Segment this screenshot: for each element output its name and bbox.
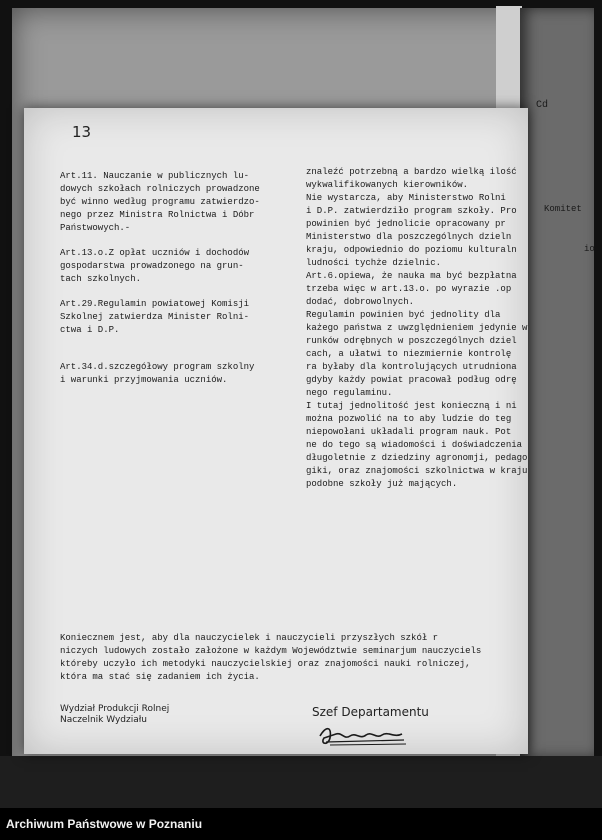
text-line: nego przez Ministra Rolnictwa i Dóbr: [60, 210, 255, 220]
text-line: powinien być jednolicie opracowany pr: [306, 219, 506, 229]
text-line: ludności tychże dzielnic.: [306, 258, 442, 268]
text-line: gospodarstwa prowadzonego na grun-: [60, 261, 244, 271]
text-line: podobne szkoły już mających.: [306, 479, 458, 489]
text-line: długoletnie z dziedziny agronomji, pedago: [306, 453, 528, 463]
footer-right-title: Szef Departamentu: [312, 705, 429, 719]
text-line: Państwowych.-: [60, 223, 131, 233]
line-gap: [60, 286, 315, 298]
left-column: [60, 170, 315, 387]
text-line: znaleźć potrzebną a bardzo wielką ilość: [306, 167, 517, 177]
right-sheet-fragment: Cd: [536, 100, 549, 111]
text-line: Art.29.Regulamin powiatowej Komisji: [60, 299, 250, 309]
footer-left-stamp: [60, 704, 169, 726]
right-sheet-fragment: Komitet: [544, 204, 582, 214]
text-line: kraju, odpowiednio do poziomu kulturaln: [306, 245, 517, 255]
line-gap: [60, 235, 315, 247]
text-line: Ministerstwo dla poszczególnych dzieln: [306, 232, 512, 242]
text-line: Regulamin powinien być jednolity dla: [306, 310, 501, 320]
footer-left-line: Naczelnik Wydziału: [60, 715, 148, 725]
text-line: wykwalifikowanych kierowników.: [306, 180, 469, 190]
text-line: Art.13.o.Z opłat uczniów i dochodów: [60, 248, 250, 258]
page-number: 13: [72, 123, 92, 141]
text-line: gdyby każdy powiat pracował podług odrę: [306, 375, 517, 385]
text-line: ne do tego są wiadomości i doświadczenia: [306, 440, 523, 450]
text-line: i D.P. zatwierdziło program szkoły. Pro: [306, 206, 517, 216]
text-line: która ma stać się zadaniem ich życia.: [60, 672, 260, 682]
text-line: nego regulaminu.: [306, 388, 393, 398]
text-line: dowych szkołach rolniczych prowadzone: [60, 184, 260, 194]
document-page: [24, 108, 528, 754]
text-line: niepowołani układali program nauk. Pot: [306, 427, 512, 437]
text-line: ctwa i D.P.: [60, 325, 120, 335]
text-line: giki, oraz znajomości szkolnictwa w kraju: [306, 466, 528, 476]
text-line: Art.34.d.szczegółowy program szkolny: [60, 362, 255, 372]
text-line: być winno według programu zatwierdzo-: [60, 197, 260, 207]
line-gap: [60, 337, 315, 349]
signature-icon: [316, 722, 412, 748]
dark-edge: [0, 756, 602, 808]
archive-label: Archiwum Państwowe w Poznaniu: [0, 808, 602, 840]
text-line: Art.11. Nauczanie w publicznych lu-: [60, 171, 250, 181]
right-sheet-fragment: io: [584, 244, 595, 254]
text-line: ra byłaby dla kontrolujących utrudniona: [306, 362, 517, 372]
text-line: Szkolnej zatwierdza Minister Rolni-: [60, 312, 250, 322]
text-line: Koniecznem jest, aby dla nauczycielek i nauczycieli przyszłych szkół r: [60, 633, 439, 643]
text-line: cach, a ułatwi to niezmiernie kontrolę: [306, 349, 512, 359]
text-line: I tutaj jednolitość jest konieczną i ni: [306, 401, 517, 411]
bottom-paragraph: [60, 632, 530, 684]
text-line: tach szkolnych.: [60, 274, 142, 284]
text-line: runków odrębnych w poszczególnych dziel: [306, 336, 517, 346]
right-column: [306, 166, 528, 491]
text-line: dodać, dobrowolnych.: [306, 297, 415, 307]
text-line: niczych ludowych zostało założone w każdym Województwie seminarjum nauczyciels: [60, 646, 482, 656]
text-line: można pozwolić na to aby ludzie do teg: [306, 414, 512, 424]
text-line: i warunki przyjmowania uczniów.: [60, 375, 228, 385]
text-line: trzeba więc w art.13.o. po wyrazie .op: [306, 284, 512, 294]
text-line: każego państwa z uwzględnieniem jedynie w: [306, 323, 528, 333]
right-sheet: [520, 8, 594, 758]
line-gap: [60, 349, 315, 361]
footer-left-line: Wydział Produkcji Rolnej: [60, 704, 170, 714]
text-line: Art.6.opiewa, że nauka ma być bezpłatna: [306, 271, 517, 281]
text-line: Nie wystarcza, aby Ministerstwo Rolni: [306, 193, 506, 203]
text-line: któreby uczyło ich metodyki nauczycielskiej oraz znajomości nauki rolniczej,: [60, 659, 471, 669]
